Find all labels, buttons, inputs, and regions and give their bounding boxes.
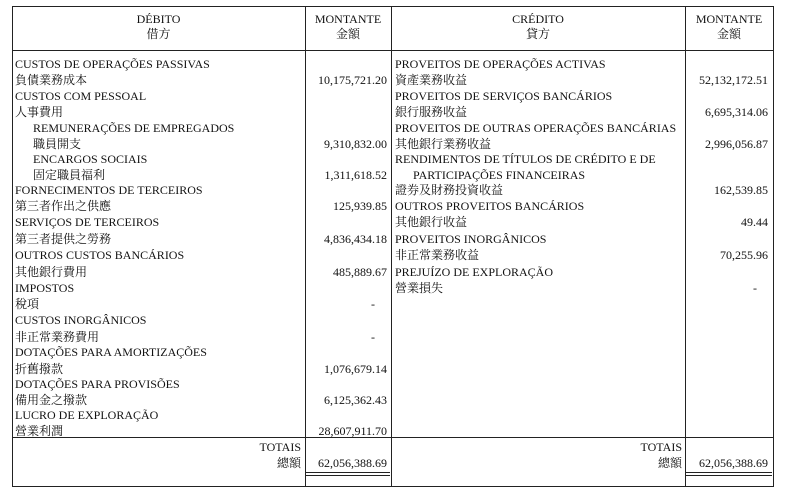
credit-total-double-rule-2 xyxy=(686,475,772,476)
credit-row-amount: 49.44 xyxy=(741,215,768,229)
debit-row-label: 折舊撥款 xyxy=(15,362,64,376)
debit-row-label: 備用金之撥款 xyxy=(15,393,88,407)
debit-row-label: SERVIÇOS DE TERCEIROS xyxy=(15,215,160,229)
debit-total-amount: 62,056,388.69 xyxy=(318,456,387,470)
debit-amount-header-pt: MONTANTE xyxy=(314,12,382,26)
col-divider-right xyxy=(773,6,774,487)
credit-amount-header-pt: MONTANTE xyxy=(695,12,763,26)
debit-row-amount: 6,125,362.43 xyxy=(324,393,387,407)
debit-row-label: LUCRO DE EXPLORAÇÃO xyxy=(15,408,159,422)
debit-row-label: 非正常業務費用 xyxy=(15,330,100,344)
credit-header-zh: 貸方 xyxy=(525,27,550,41)
credit-header xyxy=(391,12,685,42)
debit-row-label: 職員開支 xyxy=(33,137,82,151)
header-bottom-border xyxy=(12,50,774,51)
debit-row-label: CUSTOS DE OPERAÇÕES PASSIVAS xyxy=(15,57,210,71)
debit-header-pt: DÉBITO xyxy=(136,12,181,26)
credit-row-label: 非正常業務收益 xyxy=(395,248,480,262)
credit-row-label: 銀行服務收益 xyxy=(395,105,468,119)
credit-row-label: RENDIMENTOS DE TÍTULOS DE CRÉDITO E DE xyxy=(395,152,656,166)
debit-row-label: REMUNERAÇÕES DE EMPREGADOS xyxy=(33,121,235,135)
col-divider-middle xyxy=(391,6,392,487)
credit-row-label: PROVEITOS DE SERVIÇOS BANCÁRIOS xyxy=(395,89,613,103)
credit-totals-label-zh: 總額 xyxy=(657,456,682,470)
credit-header-pt: CRÉDITO xyxy=(512,12,564,26)
debit-row-label: 其他銀行費用 xyxy=(15,265,88,279)
debit-row-label: 稅項 xyxy=(15,297,40,311)
debit-total-double-rule-1 xyxy=(306,472,390,473)
credit-row-amount: 2,996,056.87 xyxy=(705,137,768,151)
credit-row-label: OUTROS PROVEITOS BANCÁRIOS xyxy=(395,199,585,213)
credit-amount-header-zh: 金額 xyxy=(716,27,741,41)
debit-row-label: 固定職員福利 xyxy=(33,168,106,182)
debit-row-amount: 4,836,434.18 xyxy=(324,232,387,246)
credit-row-amount: - xyxy=(753,281,757,295)
totals-top-border xyxy=(12,437,774,438)
credit-row-amount: 6,695,314.06 xyxy=(705,105,768,119)
debit-row-label: DOTAÇÕES PARA PROVISÕES xyxy=(15,377,180,391)
debit-row-amount: - xyxy=(371,297,375,311)
debit-row-label: FORNECIMENTOS DE TERCEIROS xyxy=(15,183,203,197)
table-bottom-border xyxy=(12,486,774,487)
debit-totals-label-pt: TOTAIS xyxy=(259,440,301,454)
debit-row-amount: 28,607,911.70 xyxy=(318,424,387,438)
debit-row-amount: 485,889.67 xyxy=(333,265,387,279)
credit-row-label: 資產業務收益 xyxy=(395,73,468,87)
debit-header-zh: 借方 xyxy=(146,27,171,41)
debit-total-double-rule-2 xyxy=(306,475,390,476)
debit-row-amount: 1,076,679.14 xyxy=(324,362,387,376)
debit-row-label: 第三者作出之供應 xyxy=(15,199,112,213)
debit-amount-header xyxy=(305,12,391,42)
debit-row-label: ENCARGOS SOCIAIS xyxy=(33,152,148,166)
debit-header xyxy=(12,12,305,42)
credit-total-double-rule-1 xyxy=(686,472,772,473)
debit-row-label: DOTAÇÕES PARA AMORTIZAÇÕES xyxy=(15,345,207,359)
credit-row-label: 證券及財務投資收益 xyxy=(395,183,504,197)
credit-row-amount: 70,255.96 xyxy=(720,248,768,262)
credit-row-label: PROVEITOS INORGÂNICOS xyxy=(395,232,547,246)
credit-row-label: 其他銀行業務收益 xyxy=(395,137,492,151)
credit-amount-header xyxy=(685,12,773,42)
debit-row-amount: - xyxy=(371,330,375,344)
debit-row-amount: 10,175,721.20 xyxy=(318,73,387,87)
debit-row-amount: 9,310,832.00 xyxy=(324,137,387,151)
debit-row-label: 負債業務成本 xyxy=(15,73,88,87)
credit-row-label: 營業損失 xyxy=(395,281,444,295)
debit-row-label: 人事費用 xyxy=(15,105,64,119)
credit-row-label: 其他銀行收益 xyxy=(395,215,468,229)
debit-amount-header-zh: 金額 xyxy=(335,27,360,41)
debit-row-label: 營業利潤 xyxy=(15,424,64,438)
credit-row-amount: 162,539.85 xyxy=(714,183,768,197)
debit-row-label: 第三者提供之勞務 xyxy=(15,232,112,246)
credit-row-amount: 52,132,172.51 xyxy=(699,73,768,87)
credit-row-label: PROVEITOS DE OPERAÇÕES ACTIVAS xyxy=(395,57,606,71)
debit-row-label: OUTROS CUSTOS BANCÁRIOS xyxy=(15,248,185,262)
credit-row-label: PARTICIPAÇÕES FINANCEIRAS xyxy=(413,168,586,182)
debit-row-label: CUSTOS COM PESSOAL xyxy=(15,89,147,103)
credit-total-amount: 62,056,388.69 xyxy=(699,456,768,470)
debit-totals-label-zh: 總額 xyxy=(276,456,301,470)
table-top-border xyxy=(12,6,774,7)
credit-totals-label-pt: TOTAIS xyxy=(640,440,682,454)
debit-row-label: IMPOSTOS xyxy=(15,281,75,295)
credit-row-label: PREJUÍZO DE EXPLORAÇÃO xyxy=(395,265,554,279)
debit-row-label: CUSTOS INORGÂNICOS xyxy=(15,313,147,327)
credit-row-label: PROVEITOS DE OUTRAS OPERAÇÕES BANCÁRIAS xyxy=(395,121,677,135)
debit-row-amount: 125,939.85 xyxy=(333,199,387,213)
debit-row-amount: 1,311,618.52 xyxy=(324,168,387,182)
col-divider-left xyxy=(12,6,13,487)
